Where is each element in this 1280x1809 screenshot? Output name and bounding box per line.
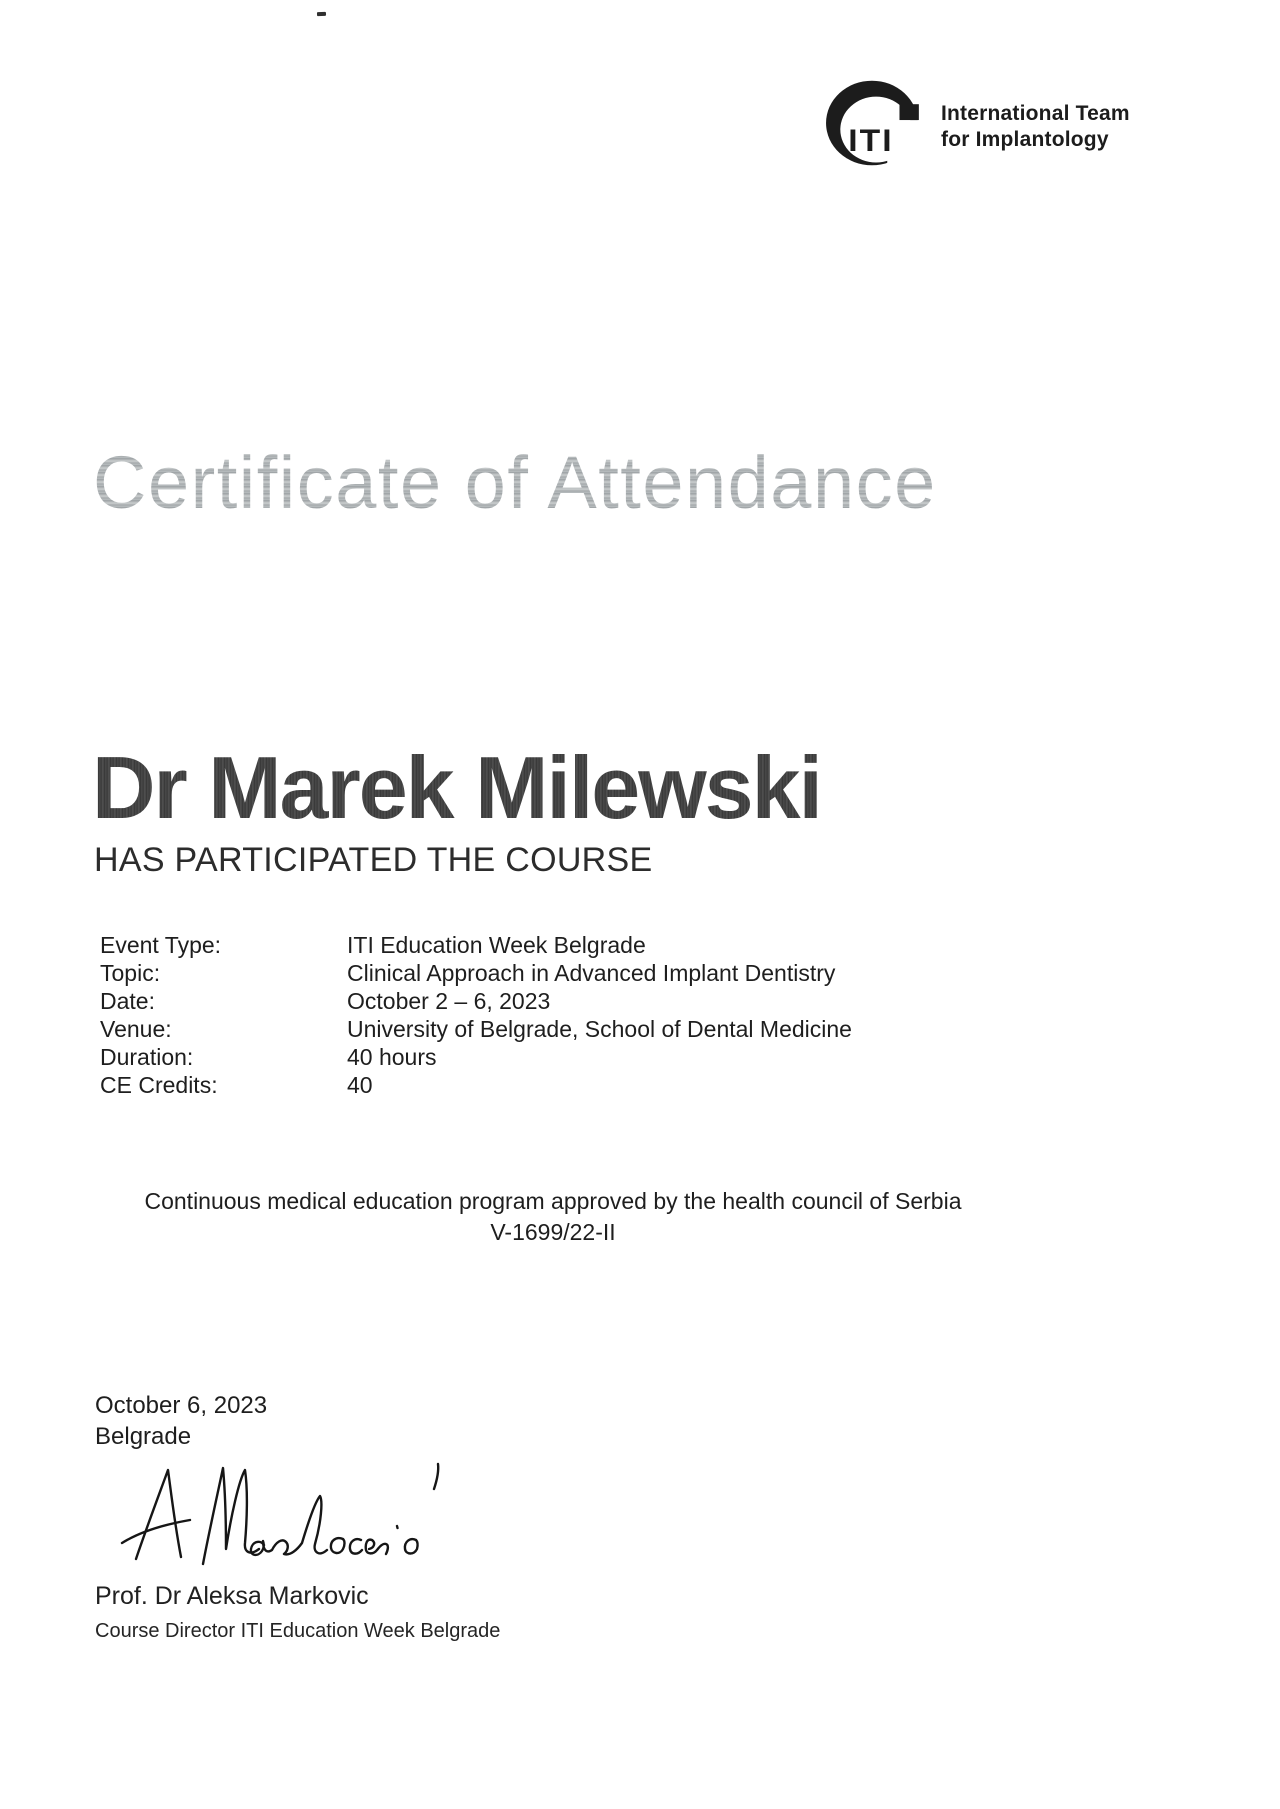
approval-note	[53, 1186, 1053, 1248]
org-name-line1: International Team	[941, 102, 1130, 125]
detail-label: Duration:	[100, 1044, 194, 1070]
iti-monogram: ITI	[848, 123, 894, 158]
detail-label: Date:	[100, 988, 155, 1014]
details-list	[100, 931, 852, 1099]
detail-row-venue	[100, 1015, 852, 1043]
iti-logo-arc-icon	[824, 76, 926, 170]
detail-label: Topic:	[100, 960, 161, 986]
recipient-name: Dr Marek Milewski	[92, 738, 821, 837]
detail-label: Venue:	[100, 1016, 172, 1042]
scan-artifact-dash	[317, 12, 326, 16]
detail-value: Clinical Approach in Advanced Implant Dentistry	[347, 960, 836, 986]
participation-statement: HAS PARTICIPATED THE COURSE	[94, 841, 653, 879]
detail-row-topic	[100, 959, 852, 987]
issue-block	[95, 1390, 267, 1452]
detail-row-duration	[100, 1043, 852, 1071]
approval-note-line1: Continuous medical education program approved by the health council of Serbia	[144, 1188, 962, 1214]
signature-handwriting-icon	[112, 1460, 452, 1570]
approval-note-line2: V-1699/22-II	[490, 1219, 616, 1245]
iti-logo	[824, 76, 926, 175]
org-name-line2: for Implantology	[941, 128, 1109, 151]
issue-place: Belgrade	[95, 1423, 192, 1450]
detail-value: 40	[347, 1072, 373, 1098]
issue-date: October 6, 2023	[95, 1392, 268, 1419]
detail-value: 40 hours	[347, 1044, 437, 1070]
detail-label: Event Type:	[100, 932, 222, 958]
signatory-name: Prof. Dr Aleksa Markovic	[95, 1582, 369, 1610]
signature-scribble	[112, 1460, 452, 1575]
detail-row-event-type	[100, 931, 852, 959]
certificate-title: Certificate of Attendance	[93, 441, 937, 524]
signatory-role: Course Director ITI Education Week Belgrade	[95, 1620, 501, 1642]
detail-value: ITI Education Week Belgrade	[347, 932, 646, 958]
detail-label: CE Credits:	[100, 1072, 218, 1098]
org-name	[941, 101, 1130, 153]
detail-row-ce-credits	[100, 1071, 852, 1099]
detail-value: University of Belgrade, School of Dental Medicine	[347, 1016, 852, 1042]
detail-row-date	[100, 987, 852, 1015]
detail-value: October 2 – 6, 2023	[347, 988, 551, 1014]
